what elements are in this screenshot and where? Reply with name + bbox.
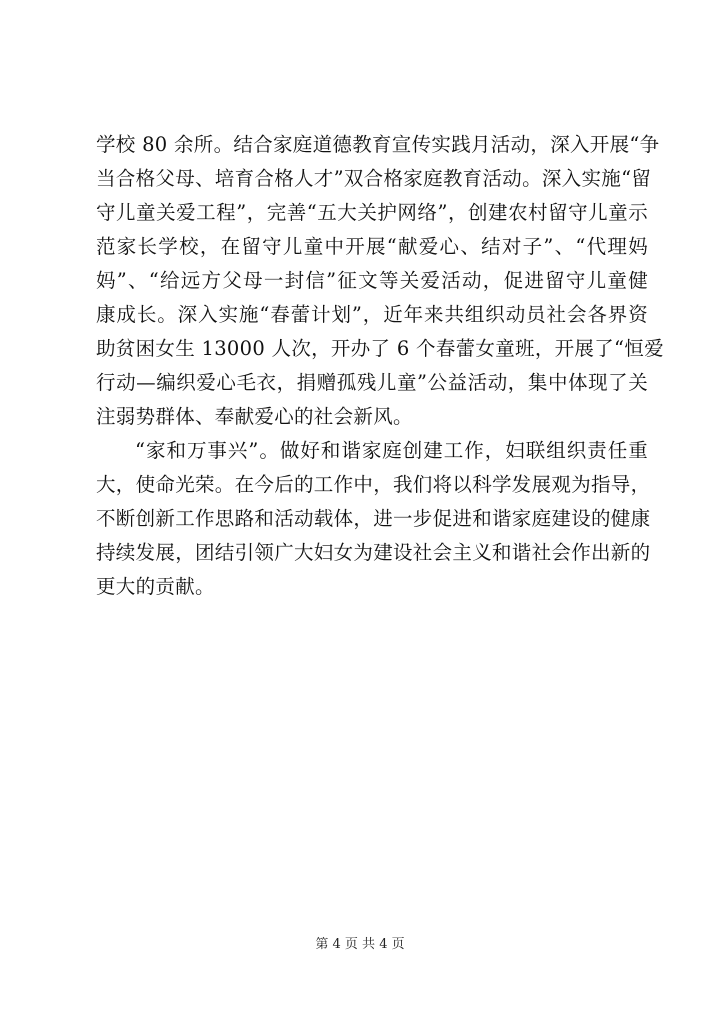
text-line: 范家长学校，在留守儿童中开展“献爱心、结对子”、“代理妈 bbox=[96, 235, 648, 258]
text-line: 注弱势群体、奉献爱心的社会新风。 bbox=[96, 405, 413, 428]
paragraph-1 bbox=[96, 128, 664, 434]
text-line: 助贫困女生 13000 人次，开办了 6 个春蕾女童班，开展了“恒爱 bbox=[96, 337, 664, 360]
text-line: “家和万事兴”。做好和谐家庭创建工作，妇联组织责任重 bbox=[135, 439, 648, 462]
text-line: 妈”、“给远方父母一封信”征文等关爱活动，促进留守儿童健 bbox=[96, 269, 648, 292]
page-number-footer: 第 4 页 共 4 页 bbox=[315, 937, 405, 952]
paragraph-2 bbox=[96, 434, 651, 604]
document-body bbox=[96, 128, 664, 604]
text-line: 学校 80 余所。结合家庭道德教育宣传实践月活动，深入开展“争 bbox=[96, 133, 660, 156]
text-line: 守儿童关爱工程”，完善“五大关护网络”，创建农村留守儿童示 bbox=[96, 201, 648, 224]
text-line: 康成长。深入实施“春蕾计划”，近年来共组织动员社会各界资 bbox=[96, 303, 648, 326]
text-line: 持续发展，团结引领广大妇女为建设社会主义和谐社会作出新的 bbox=[96, 541, 651, 564]
text-line: 不断创新工作思路和活动载体，进一步促进和谐家庭建设的健康 bbox=[96, 507, 651, 530]
text-line: 大，使命光荣。在今后的工作中，我们将以科学发展观为指导， bbox=[96, 473, 651, 496]
text-line: 更大的贡献。 bbox=[96, 575, 215, 598]
text-line: 当合格父母、培育合格人才”双合格家庭教育活动。深入实施“留 bbox=[96, 167, 652, 190]
text-line: 行动—编织爱心毛衣，捐赠孤残儿童”公益活动，集中体现了关 bbox=[96, 371, 648, 394]
